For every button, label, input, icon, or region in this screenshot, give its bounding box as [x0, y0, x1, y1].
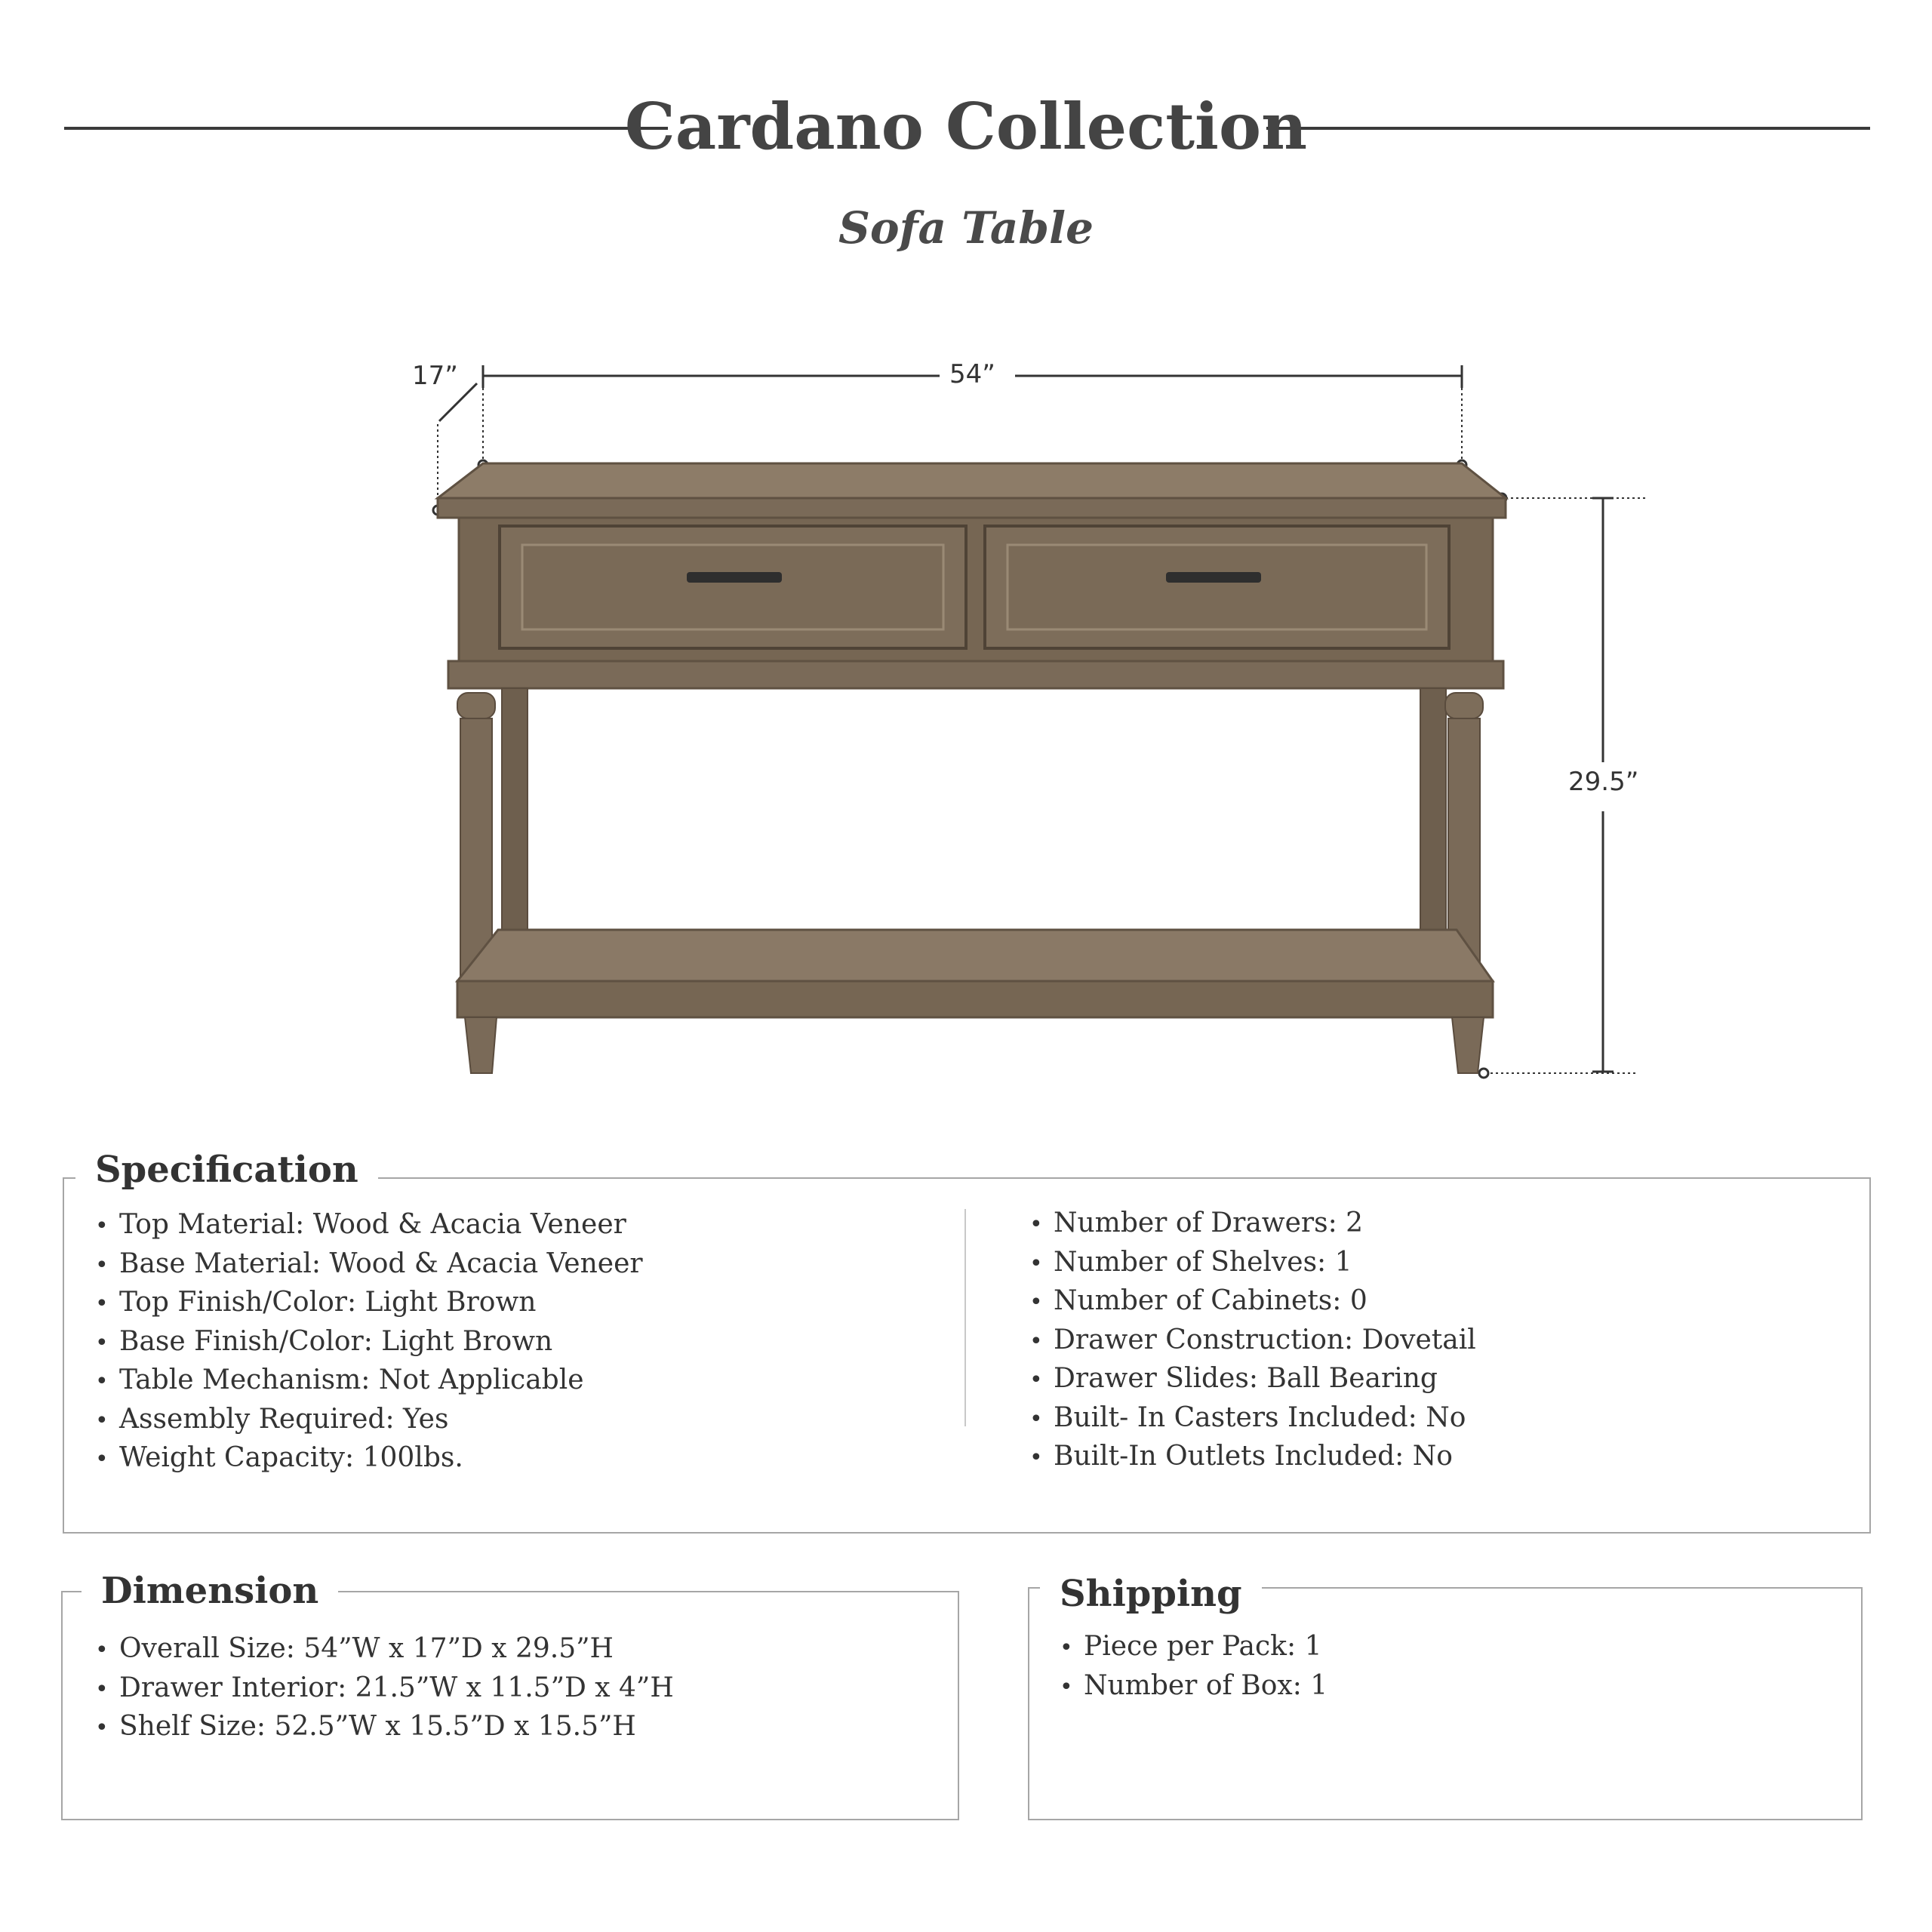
list-item: • Base Material: Wood & Acacia Veneer: [95, 1245, 643, 1284]
list-item: • Table Mechanism: Not Applicable: [95, 1361, 643, 1401]
list-item: • Overall Size: 54”W x 17”D x 29.5”H: [95, 1630, 674, 1669]
specification-heading: Specification: [75, 1147, 378, 1192]
width-dimension-label: 54”: [943, 359, 1001, 389]
specification-list-right: [1029, 1204, 1476, 1477]
list-item: • Drawer Construction: Dovetail: [1029, 1321, 1476, 1361]
list-item: • Drawer Slides: Ball Bearing: [1029, 1360, 1476, 1399]
list-item: • Number of Shelves: 1: [1029, 1244, 1476, 1283]
dimension-list: [95, 1630, 674, 1747]
list-item: • Number of Box: 1: [1060, 1667, 1327, 1706]
list-item: • Assembly Required: Yes: [95, 1401, 643, 1440]
shipping-heading: Shipping: [1040, 1571, 1262, 1617]
list-item: • Drawer Interior: 21.5”W x 11.5”D x 4”H: [95, 1669, 674, 1709]
page-title: Cardano Collection: [624, 89, 1308, 164]
specification-divider: [964, 1209, 966, 1426]
height-dimension-label: 29.5”: [1562, 767, 1644, 797]
list-item: • Number of Cabinets: 0: [1029, 1282, 1476, 1321]
list-item: • Weight Capacity: 100lbs.: [95, 1439, 643, 1478]
list-item: • Top Finish/Color: Light Brown: [95, 1284, 643, 1323]
list-item: • Built-In Outlets Included: No: [1029, 1438, 1476, 1477]
shipping-list: [1060, 1628, 1327, 1706]
page-subtitle: Sofa Table: [838, 202, 1094, 254]
sofa-table-drawing: [438, 463, 1506, 1073]
list-item: • Shelf Size: 52.5”W x 15.5”D x 15.5”H: [95, 1708, 674, 1747]
list-item: • Base Finish/Color: Light Brown: [95, 1323, 643, 1362]
list-item: • Number of Drawers: 2: [1029, 1204, 1476, 1244]
depth-dimension-label: 17”: [406, 361, 464, 391]
dimension-heading: Dimension: [82, 1568, 338, 1614]
list-item: • Piece per Pack: 1: [1060, 1628, 1327, 1667]
list-item: • Built- In Casters Included: No: [1029, 1399, 1476, 1438]
list-item: • Top Material: Wood & Acacia Veneer: [95, 1206, 643, 1245]
specification-list-left: [95, 1206, 643, 1478]
